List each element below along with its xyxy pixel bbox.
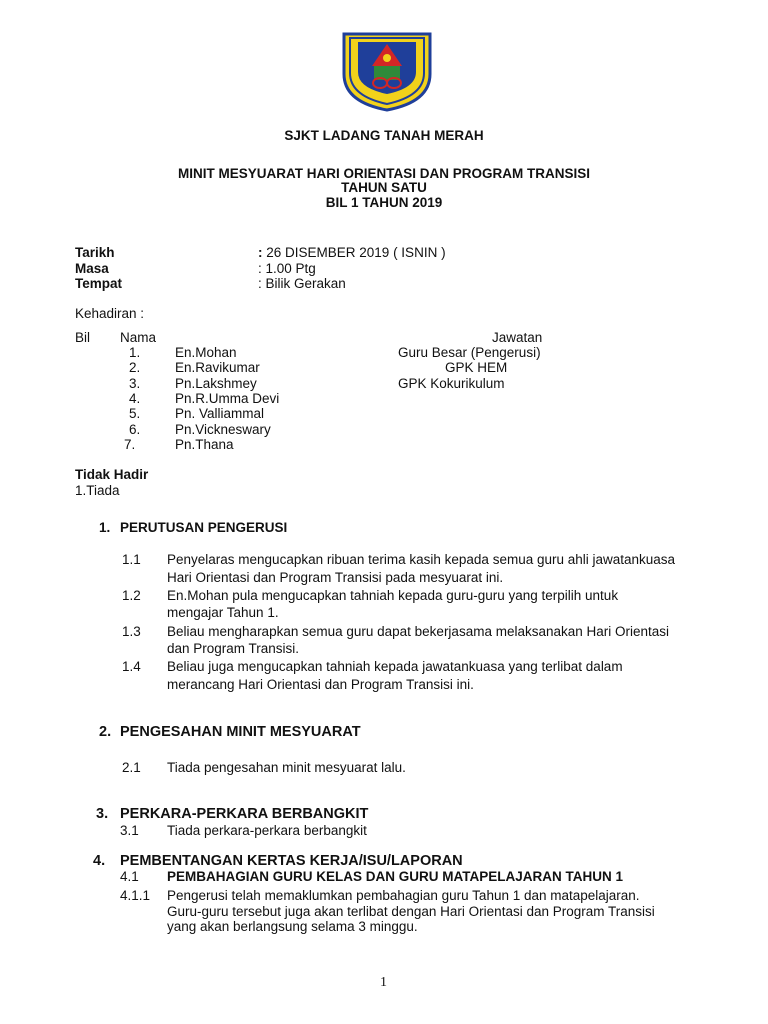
section-title: PERUTUSAN PENGERUSI <box>120 520 288 535</box>
school-name: SJKT LADANG TANAH MERAH <box>284 128 484 143</box>
attendee-no: 2. <box>129 360 141 375</box>
section-number: 4. <box>93 853 106 869</box>
masa-value: : 1.00 Ptg <box>258 261 316 276</box>
item-text-line: yang akan berlangsung selama 3 minggu. <box>167 919 418 934</box>
subsubsection-number: 4.1.1 <box>120 888 151 903</box>
attendee-no: 4. <box>129 391 141 406</box>
item-text-line: merancang Hari Orientasi dan Program Transisi ini. <box>167 677 474 692</box>
tarikh-label: Tarikh <box>75 245 115 260</box>
attendee-no: 7. <box>124 437 136 452</box>
attendee-role: GPK HEM <box>445 360 508 375</box>
item-text-line: Hari Orientasi dan Program Transisi pada mesyuarat ini. <box>167 570 504 585</box>
attendee-no: 3. <box>129 376 141 391</box>
section-title: PEMBENTANGAN KERTAS KERJA/ISU/LAPORAN <box>120 853 463 869</box>
item-text-line: Guru-guru tersebut juga akan terlibat dengan Hari Orientasi dan Program Transisi <box>167 904 655 919</box>
attendee-role: GPK Kokurikulum <box>398 376 505 391</box>
attendee-name: Pn.Thana <box>175 437 234 452</box>
attendee-role: Guru Besar (Pengerusi) <box>398 345 541 360</box>
attendee-name: Pn.Vickneswary <box>175 422 271 437</box>
item-number: 1.4 <box>122 659 141 674</box>
item-text-line: dan Program Transisi. <box>167 641 300 656</box>
section-number: 1. <box>99 520 111 535</box>
document-title: MINIT MESYUARAT HARI ORIENTASI DAN PROGRAM TRANSISI <box>177 166 590 181</box>
subsection-title: PEMBAHAGIAN GURU KELAS DAN GURU MATAPELAJARAN TAHUN 1 <box>167 869 624 884</box>
attendee-no: 6. <box>129 422 141 437</box>
col-jawatan: Jawatan <box>492 330 543 345</box>
item-text-line: En.Mohan pula mengucapkan tahniah kepada guru-guru yang terpilih untuk <box>167 588 619 603</box>
document-number: BIL 1 TAHUN 2019 <box>325 195 443 210</box>
tempat-value: : Bilik Gerakan <box>258 276 346 291</box>
attendee-name: Pn. Valliammal <box>175 406 265 421</box>
attendee-name: Pn.Lakshmey <box>175 376 257 391</box>
item-number: 1.1 <box>122 552 141 567</box>
item-text-line: Penyelaras mengucapkan ribuan terima kasih kepada semua guru ahli jawatankuasa <box>167 552 676 567</box>
tarikh-value: : 26 DISEMBER 2019 ( ISNIN ) <box>258 245 446 260</box>
attendee-no: 5. <box>129 406 141 421</box>
item-text-line: mengajar Tahun 1. <box>167 605 279 620</box>
item-number: 1.2 <box>122 588 141 603</box>
item-number: 2.1 <box>122 760 141 775</box>
section-number: 3. <box>96 806 109 822</box>
attendee-no: 1. <box>129 345 141 360</box>
page-number: 1 <box>380 975 387 990</box>
school-crest-icon <box>340 28 434 112</box>
subsection-number: 4.1 <box>120 869 139 884</box>
item-number: 1.3 <box>122 624 141 639</box>
col-nama: Nama <box>120 330 157 345</box>
attendee-name: Pn.R.Umma Devi <box>175 391 280 406</box>
attendee-name: En.Mohan <box>175 345 237 360</box>
section-title: PENGESAHAN MINIT MESYUARAT <box>120 724 361 740</box>
masa-label: Masa <box>75 261 109 276</box>
item-text-line: Tiada pengesahan minit mesyuarat lalu. <box>167 760 406 775</box>
attendee-name: En.Ravikumar <box>175 360 260 375</box>
col-bil: Bil <box>75 330 91 345</box>
section-title: PERKARA-PERKARA BERBANGKIT <box>120 806 369 822</box>
item-number: 3.1 <box>120 823 139 838</box>
item-text-line: Tiada perkara-perkara berbangkit <box>167 823 367 838</box>
tidak-hadir-label: Tidak Hadir <box>75 467 149 482</box>
tidak-hadir-value: 1.Tiada <box>75 483 120 498</box>
tempat-label: Tempat <box>75 276 123 291</box>
item-text-line: Beliau juga mengucapkan tahniah kepada jawatankuasa yang terlibat dalam <box>167 659 623 674</box>
section-number: 2. <box>99 724 112 740</box>
item-text-line: Beliau mengharapkan semua guru dapat bekerjasama melaksanakan Hari Orientasi <box>167 624 670 639</box>
kehadiran-label: Kehadiran : <box>75 306 145 321</box>
item-text-line: Pengerusi telah memaklumkan pembahagian guru Tahun 1 dan matapelajaran. <box>167 888 640 903</box>
document-subtitle: TAHUN SATU <box>341 180 427 195</box>
